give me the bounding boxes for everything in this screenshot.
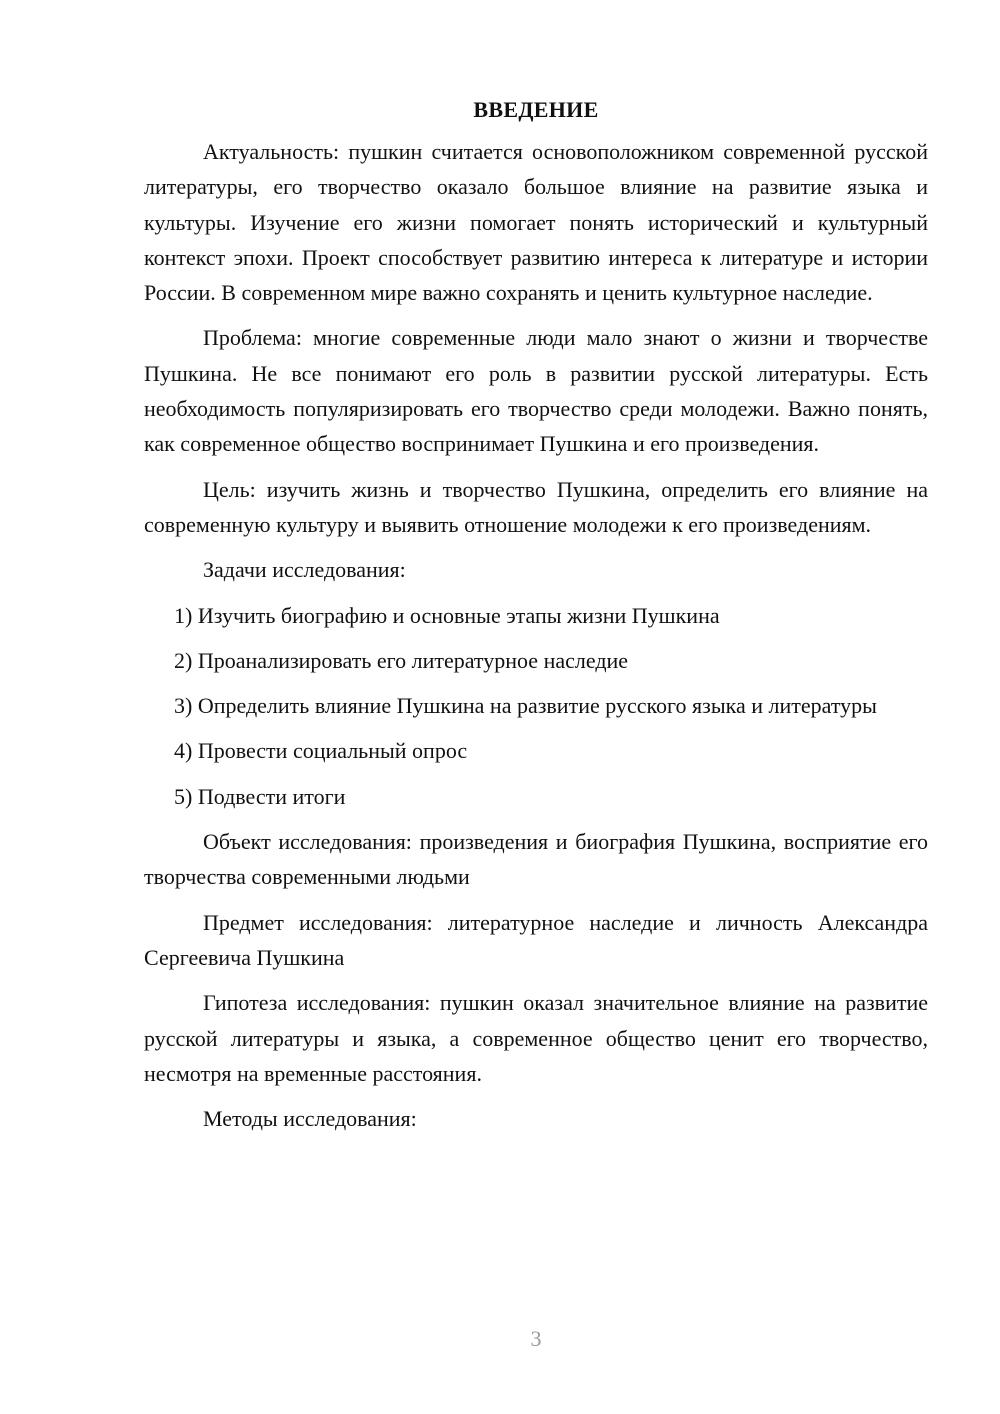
goal-paragraph: Цель: изучить жизнь и творчество Пушкина, определить его влияние на современную культуру и выявить отношение молодежи к его произведениям. [144,476,928,537]
methods-heading: Методы исследования: [203,1106,417,1132]
task-item-2: 2) Проанализировать его литературное наследие [174,647,629,673]
problem-paragraph: Проблема: многие современные люди мало знают о жизни и творчестве Пушкина. Не все понимают его роль в развитии русской литературы. Есть необходимость популяризировать его творчество среди молодежи. Важно понять, как современное общество воспринимает Пушкина и его произведения. [144,325,928,457]
task-item-1: 1) Изучить биографию и основные этапы жизни Пушкина [174,602,720,628]
section-title: ВВЕДЕНИЕ [473,97,599,122]
task-item-5: 5) Подвести итоги [174,783,346,809]
relevance-paragraph: Актуальность: пушкин считается основоположником современной русской литературы, его творчество оказало большое влияние на развитие языка и культуры. Изучение его жизни помогает понять исторический и культурный контекст эпохи. Проект способствует развитию интереса к литературе и истории России. В современном мире важно сохранять и ценить культурное наследие. [144,139,928,306]
task-item-3: 3) Определить влияние Пушкина на развитие русского языка и литературы [174,693,877,719]
object-paragraph: Объект исследования: произведения и биография Пушкина, восприятие его творчества современными людьми [144,829,928,890]
subject-paragraph: Предмет исследования: литературное наследие и личность Александра Сергеевича Пушкина [144,909,928,970]
document-page [144,92,928,1146]
task-item-4: 4) Провести социальный опрос [174,738,468,764]
page-number: 3 [530,1326,542,1351]
tasks-heading: Задачи исследования: [203,557,406,583]
hypothesis-paragraph: Гипотеза исследования: пушкин оказал значительное влияние на развитие русской литературы и языка, а современное общество ценит его творчество, несмотря на временные расстояния. [144,990,928,1086]
